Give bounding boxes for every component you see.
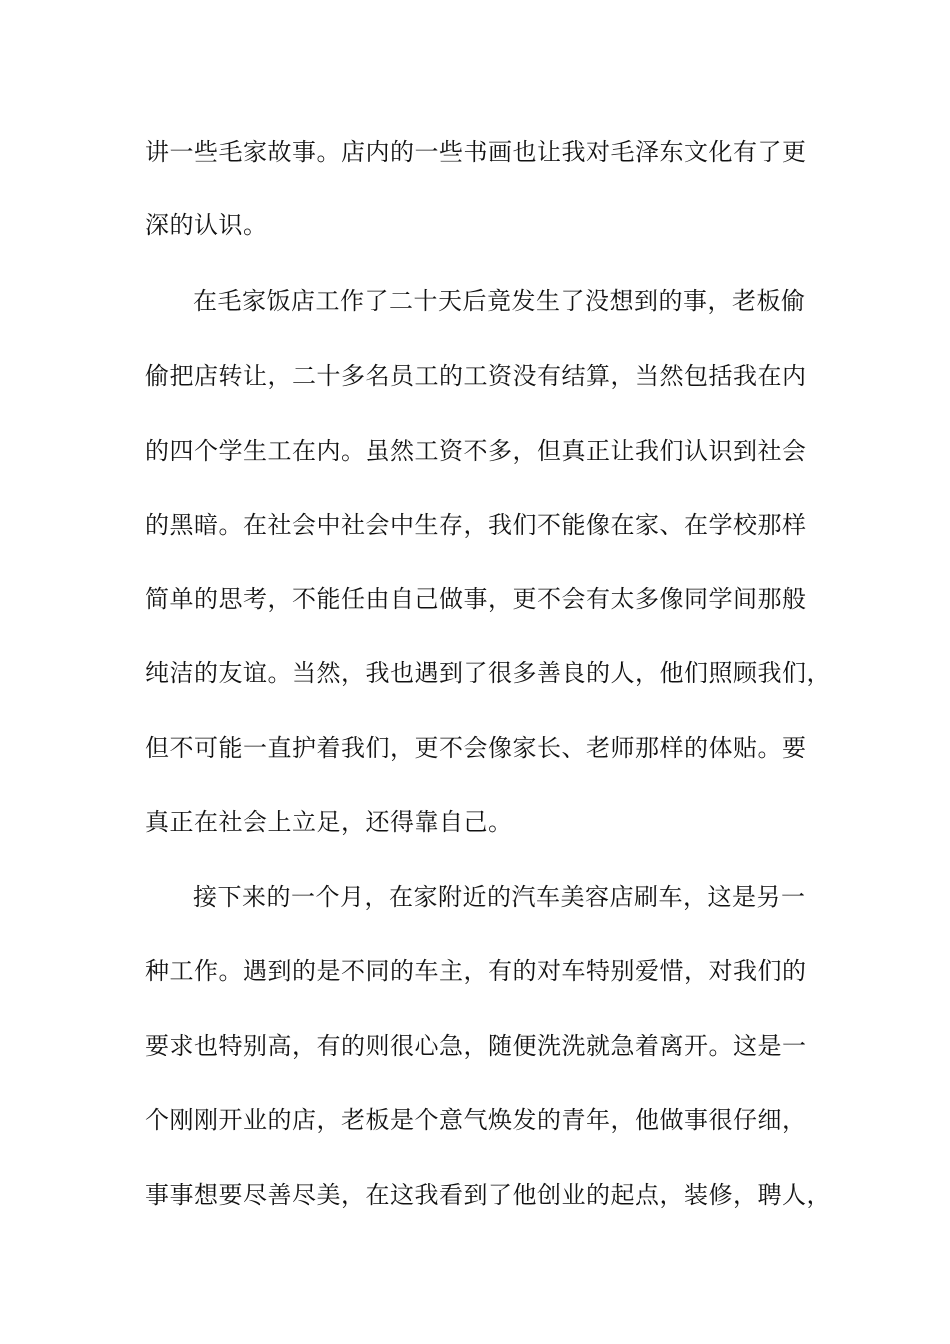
text-line-10: 真正在社会上立足，还得靠自己。	[145, 808, 513, 836]
text-line-4: 偷把店转让，二十多名员工的工资没有结算，当然包括我在内	[145, 362, 807, 390]
text-line-5: 的四个学生工在内。虽然工资不多，但真正让我们认识到社会	[145, 437, 807, 465]
text-line-7: 简单的思考，不能任由自己做事，更不会有太多像同学间那般	[145, 585, 807, 613]
text-line-1: 讲一些毛家故事。店内的一些书画也让我对毛泽东文化有了更	[145, 138, 807, 166]
text-line-13: 要求也特别高，有的则很心急，随便洗洗就急着离开。这是一	[145, 1032, 807, 1060]
text-line-14: 个刚刚开业的店，老板是个意气焕发的青年，他做事很仔细，	[145, 1106, 807, 1134]
text-line-6: 的黑暗。在社会中社会中生存，我们不能像在家、在学校那样	[145, 511, 807, 539]
paragraph-start-line: 接下来的一个月，在家附近的汽车美容店刷车，这是另一	[193, 883, 806, 911]
paragraph-start-line: 在毛家饭店工作了二十天后竟发生了没想到的事，老板偷	[193, 287, 806, 315]
text-line-12: 种工作。遇到的是不同的车主，有的对车特别爱惜，对我们的	[145, 957, 807, 985]
text-line-2: 深的认识。	[145, 211, 268, 239]
text-line-9: 但不可能一直护着我们，更不会像家长、老师那样的体贴。要	[145, 734, 807, 762]
text-line-15: 事事想要尽善尽美，在这我看到了他创业的起点，装修，聘人，	[145, 1181, 831, 1209]
text-line-8: 纯洁的友谊。当然，我也遇到了很多善良的人，他们照顾我们，	[145, 659, 831, 687]
